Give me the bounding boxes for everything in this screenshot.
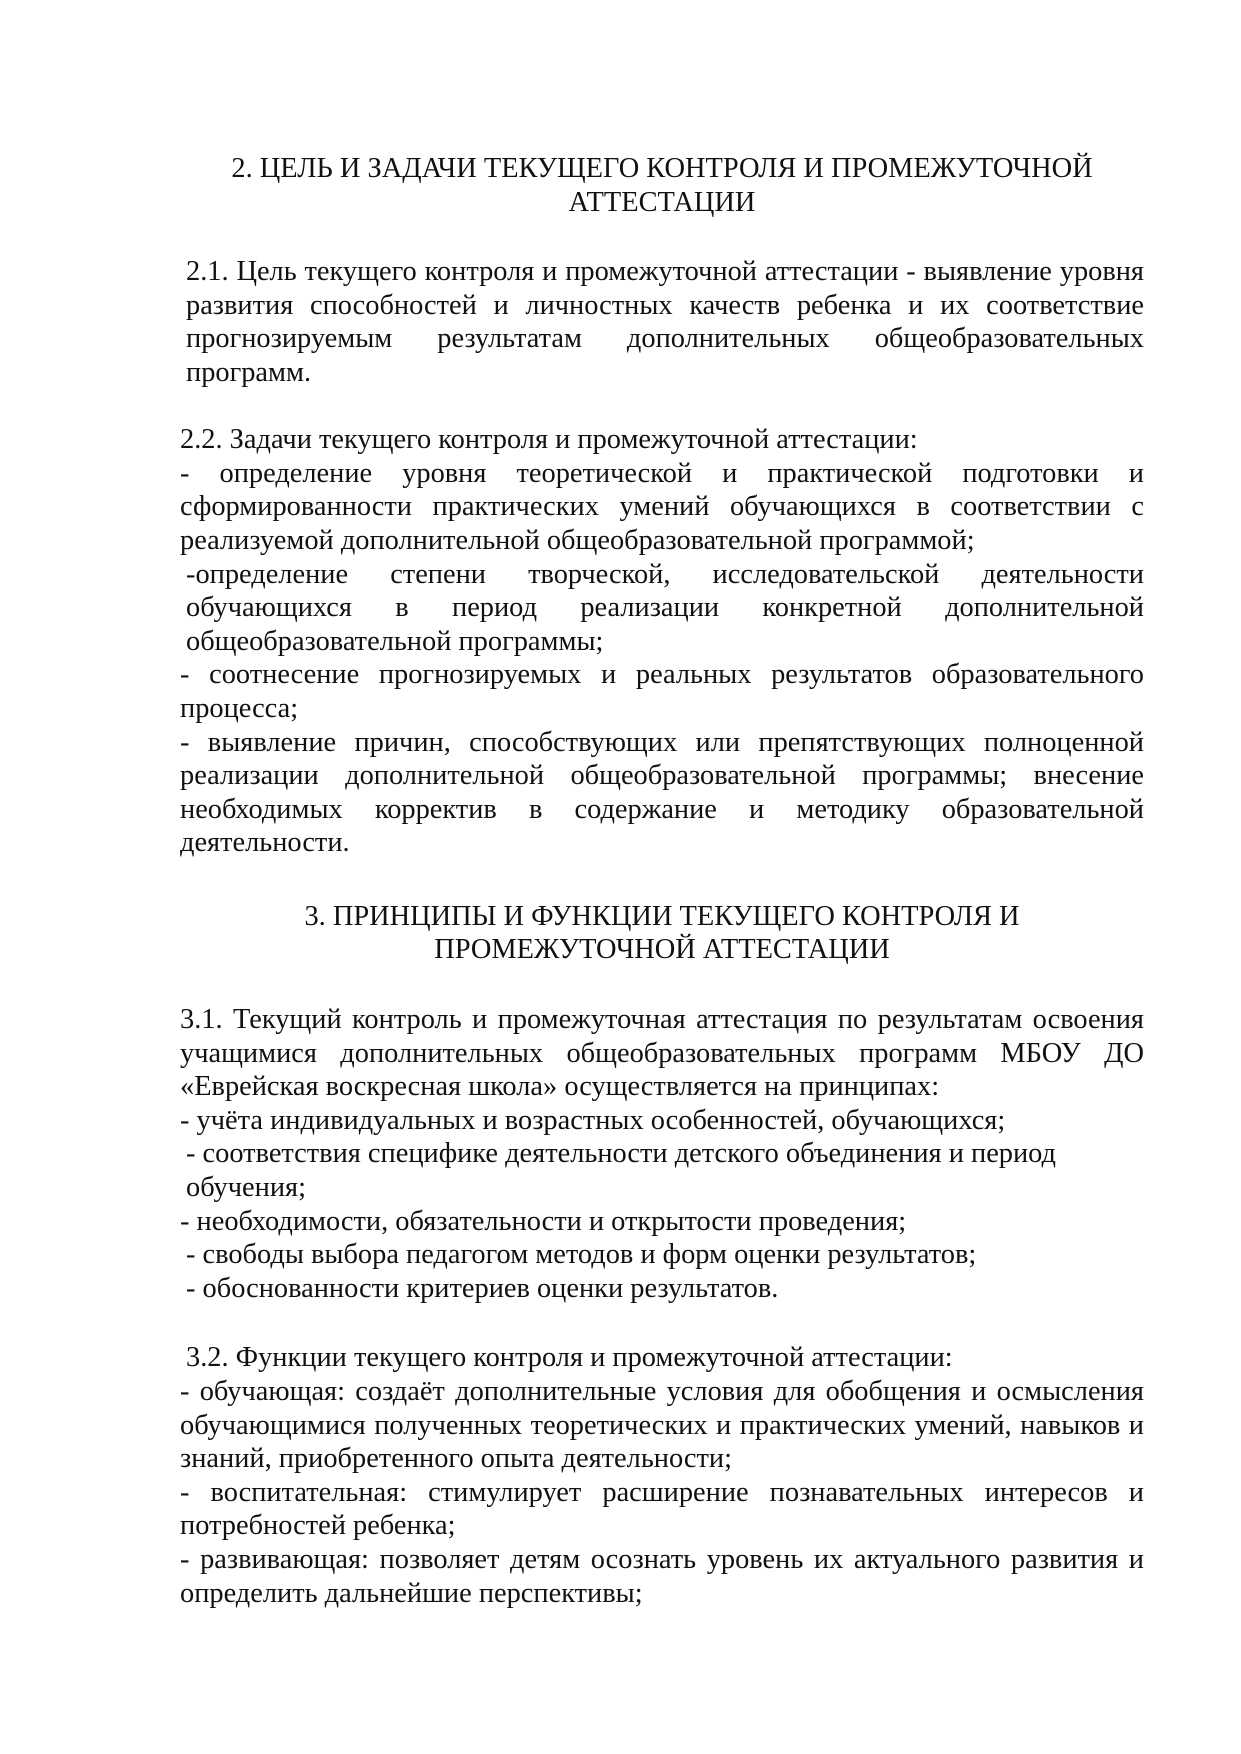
principle-item-4: - свободы выбора педагогом методов и форм оценки результатов; (186, 1239, 977, 1271)
task-item-4: - выявление причин, способствующих или препятствующих полноценной реализации дополнительной общеобразовательной программы; внесение необходимых корректив в содержание и методику образовательной деятельности. (180, 726, 1144, 859)
function-item-2: - воспитательная: стимулирует расширение познавательных интересов и потребностей ребенка; (180, 1476, 1144, 1542)
principle-item-2: - соответствия специфике деятельности детского объединения и период обучения; (186, 1138, 1057, 1204)
paragraph-3-2-title: 3.2. Функции текущего контроля и промежуточной аттестации: (186, 1342, 953, 1374)
principle-item-1: - учёта индивидуальных и возрастных особенностей, обучающихся; (180, 1104, 1006, 1136)
paragraph-2-2-title: 2.2. Задачи текущего контроля и промежуточной аттестации: (180, 424, 918, 456)
section-3-heading (180, 900, 1144, 967)
task-item-2: -определение степени творческой, исследовательской деятельности обучающихся в период реализации конкретной дополнительной общеобразовательной программы; (186, 558, 1144, 657)
document-page (180, 152, 1144, 1610)
task-item-3: - соотнесение прогнозируемых и реальных результатов образовательного процесса; (180, 659, 1144, 724)
function-item-3: - развивающая: позволяет детям осознать уровень их актуального развития и определить дальнейшие перспективы; (180, 1543, 1144, 1609)
paragraph-2-1: 2.1. Цель текущего контроля и промежуточной аттестации - выявление уровня развития способностей и личностных качеств ребенка и их соответствие прогнозируемым результатам дополнительных общеобразовательных программ. (186, 256, 1144, 388)
section-3-heading-line-1: 3. ПРИНЦИПЫ И ФУНКЦИИ ТЕКУЩЕГО КОНТРОЛЯ И (304, 900, 1020, 932)
section-3-heading-line-2: ПРОМЕЖУТОЧНОЙ АТТЕСТАЦИИ (434, 934, 890, 966)
principle-item-3: - необходимости, обязательности и открытости проведения; (180, 1205, 907, 1237)
function-item-1: - обучающая: создаёт дополнительные условия для обобщения и осмысления обучающимися полученных теоретических и практических умений, навыков и знаний, приобретенного опыта деятельности; (180, 1376, 1144, 1475)
paragraph-3-1: 3.1. Текущий контроль и промежуточная аттестация по результатам освоения учащимися дополнительных общеобразовательных программ МБОУ ДО «Еврейская воскресная школа» осуществляется на принципах: (180, 1004, 1144, 1103)
section-2-heading-line-2: АТТЕСТАЦИИ (568, 186, 756, 218)
principle-item-5: - обоснованности критериев оценки результатов. (186, 1272, 779, 1304)
task-item-1: - определение уровня теоретической и практической подготовки и сформированности практических умений обучающихся в соответствии с реализуемой дополнительной общеобразовательной программой; (180, 457, 1144, 556)
section-2-heading (180, 152, 1144, 219)
section-2-heading-line-1: 2. ЦЕЛЬ И ЗАДАЧИ ТЕКУЩЕГО КОНТРОЛЯ И ПРОМЕЖУТОЧНОЙ (231, 153, 1093, 184)
